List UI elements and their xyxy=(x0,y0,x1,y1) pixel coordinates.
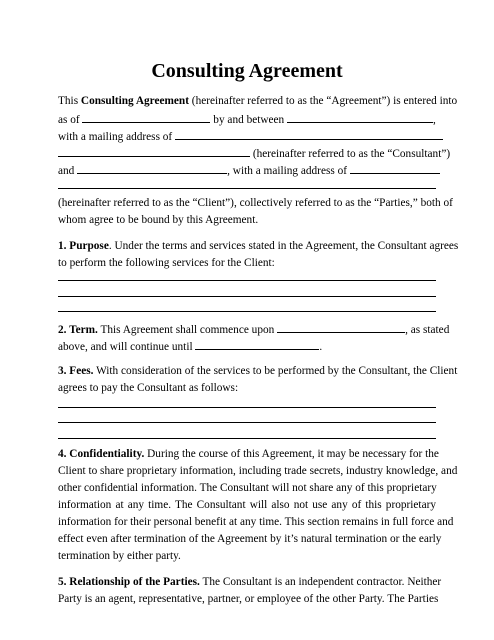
intro-text: and xyxy=(58,165,78,177)
intro-text: , xyxy=(433,114,436,126)
term-text: . xyxy=(319,341,323,353)
intro-text: This xyxy=(58,95,81,107)
confidentiality-line-1 xyxy=(58,447,439,461)
confidentiality-text: During the course of this Agreement, it may be necessary for the xyxy=(144,448,439,460)
confidentiality-heading: 4. Confidentiality. xyxy=(58,448,145,460)
fees-line-2: agrees to pay the Consultant as follows: xyxy=(58,382,239,394)
purpose-services-line[interactable] xyxy=(58,280,436,281)
intro-line-1 xyxy=(58,94,458,108)
intro-line-7: whom agree to be bound by this Agreement. xyxy=(58,214,259,226)
fees-line[interactable] xyxy=(58,407,436,408)
relationship-line-1 xyxy=(58,575,442,589)
purpose-line-2: to perform the following services for the Client: xyxy=(58,257,275,269)
consultant-address-field-2[interactable] xyxy=(58,145,250,157)
purpose-services-line[interactable] xyxy=(58,311,436,312)
term-text: This Agreement shall commence upon xyxy=(97,324,278,336)
purpose-text: . Under the terms and services stated in the Agreement, the Consultant agrees xyxy=(108,240,459,252)
term-line-2 xyxy=(58,338,436,354)
intro-text: with a mailing address of xyxy=(58,131,176,143)
confidentiality-line-2: Client to share proprietary information, including trade secrets, industry knowledge, and xyxy=(58,465,458,477)
confidentiality-line-3: other confidential information. The Consultant will not share any of this proprietary xyxy=(58,482,437,494)
fees-line-1 xyxy=(58,364,458,378)
fees-heading: 3. Fees. xyxy=(58,365,94,377)
term-text: , as stated xyxy=(405,324,450,336)
confidentiality-line-7: termination by either party. xyxy=(58,550,181,562)
fees-text: With consideration of the services to be performed by the Consultant, the Client xyxy=(93,365,458,377)
intro-text: (hereinafter referred to as the “Consultant”) xyxy=(250,148,451,160)
client-name-field[interactable] xyxy=(77,162,227,174)
intro-text: (hereinafter referred to as the “Agreement”) is entered into xyxy=(188,95,458,107)
term-line-1 xyxy=(58,321,450,337)
intro-text: , with a mailing address of xyxy=(227,165,350,177)
confidentiality-line-4: information at any time. The Consultant will also not use any of this proprietary xyxy=(58,499,436,511)
fees-line[interactable] xyxy=(58,422,436,423)
relationship-text: The Consultant is an independent contractor. Neither xyxy=(199,576,442,588)
purpose-services-line[interactable] xyxy=(58,296,436,297)
agreement-name: Consulting Agreement xyxy=(80,95,189,107)
relationship-heading: 5. Relationship of the Parties. xyxy=(58,576,200,588)
document-title: Consulting Agreement xyxy=(151,60,343,82)
consultant-name-field[interactable] xyxy=(287,111,433,123)
consultant-address-field[interactable] xyxy=(175,128,443,140)
intro-text: as of xyxy=(58,114,83,126)
intro-line-6: (hereinafter referred to as the “Client”), collectively referred to as the “Parties,” both of xyxy=(58,197,453,209)
confidentiality-line-6: effect even after termination of the Agreement by it’s natural termination or the early xyxy=(58,533,442,545)
term-heading: 2. Term. xyxy=(58,324,98,336)
intro-text: by and between xyxy=(210,114,288,126)
client-address-field[interactable] xyxy=(350,162,440,174)
client-address-line-2[interactable] xyxy=(58,188,436,189)
intro-line-3 xyxy=(58,128,436,144)
term-text: above, and will continue until xyxy=(58,341,196,353)
effective-date-field[interactable] xyxy=(82,111,210,123)
commencement-date-field[interactable] xyxy=(277,321,405,333)
relationship-line-2: Party is an agent, representative, partner, or employee of the other Party. The Parties xyxy=(58,593,439,605)
purpose-line-1 xyxy=(58,239,459,253)
end-date-field[interactable] xyxy=(195,338,319,350)
confidentiality-line-5: information for their personal benefit at any time. This section remains in full force and xyxy=(58,516,454,528)
intro-line-4 xyxy=(58,145,451,161)
fees-line[interactable] xyxy=(58,438,436,439)
intro-line-2 xyxy=(58,111,436,127)
purpose-heading: 1. Purpose xyxy=(58,240,109,252)
intro-line-5 xyxy=(58,162,436,178)
